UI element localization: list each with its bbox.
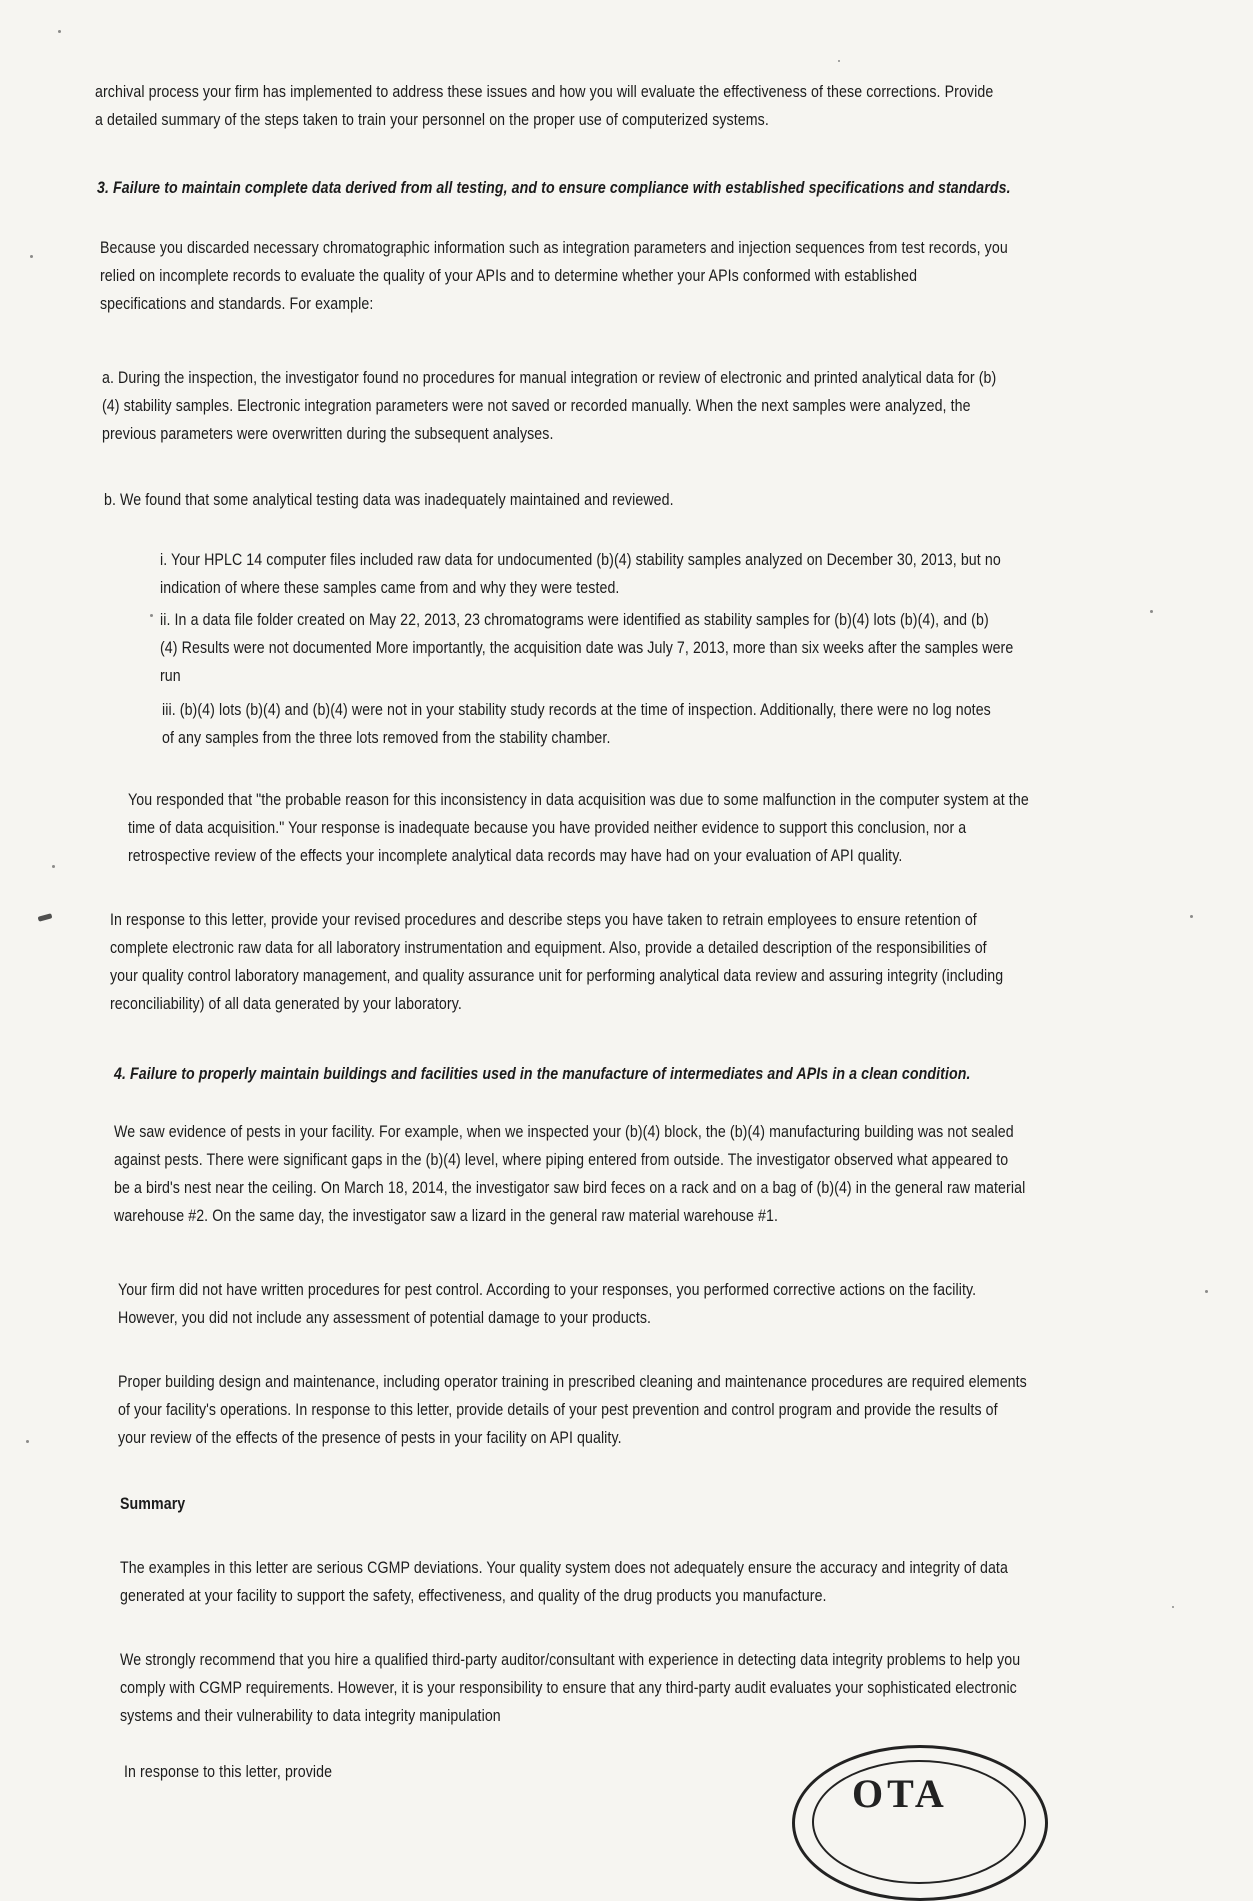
list-item-b: b. We found that some analytical testing data was inadequately maintained and reviewed. bbox=[104, 491, 674, 509]
scan-speck bbox=[30, 255, 33, 258]
paragraph-in-response: In response to this letter, provide bbox=[124, 1763, 333, 1781]
list-item-a: a. During the inspection, the investigator found no procedures for manual integration or review of electronic and printed analytical data for (b) (4) stability samples. Electronic integration parameters were not saved or recorded manually. When the next samples were analyzed, the previous parameters were overwritten during the subsequent analyses. bbox=[102, 369, 997, 443]
scan-speck bbox=[26, 1440, 29, 1443]
paragraph-pest-control: Your firm did not have written procedures for pest control. According to your responses, you performed corrective actions on the facility. However, you did not include any assessment of potential damage to your products. bbox=[118, 1281, 977, 1327]
paragraph-response: You responded that "the probable reason for this inconsistency in data acquisition was due to some malfunction in the computer system at the time of data acquisition." Your response is inadequate because you have provided neither evidence to support this conclusion, nor a retrospective review of the effects your incomplete analytical data records may have had on your evaluation of API quality. bbox=[128, 791, 1029, 865]
paragraph-pests: We saw evidence of pests in your facility. For example, when we inspected your (b)(4) block, the (b)(4) manufacturing building was not sealed against pests. There were significant gaps in the (b)(4) level, where piping entered from outside. The investigator observed what appeared to be a bird's nest near the ceiling. On March 18, 2014, the investigator saw bird feces on a rack and on a bag of (b)(4) in the general raw material warehouse #2. On the same day, the investigator saw a lizard in the general raw material warehouse #1. bbox=[114, 1123, 1026, 1225]
stamp-text: OTA bbox=[852, 1771, 948, 1816]
scan-speck bbox=[150, 614, 153, 617]
heading-item-4: 4. Failure to properly maintain buildings and facilities used in the manufacture of intermediates and APIs in a clean condition. bbox=[114, 1065, 971, 1083]
scan-mark bbox=[38, 913, 53, 921]
sub-item-iii: iii. (b)(4) lots (b)(4) and (b)(4) were not in your stability study records at the time of inspection. Additionally, there were no log notes of any samples from the three lots removed from the stability chamber. bbox=[162, 701, 991, 747]
paragraph-chromatographic: Because you discarded necessary chromatographic information such as integration parameters and injection sequences from test records, you relied on incomplete records to evaluate the quality of your APIs and to determine whether your APIs conformed with established specifications and standards. For example: bbox=[100, 239, 1008, 313]
sub-item-i: i. Your HPLC 14 computer files included raw data for undocumented (b)(4) stability samples analyzed on December 30, 2013, but no indication of where these samples came from and why they were tested. bbox=[160, 551, 1001, 597]
scan-speck bbox=[1205, 1290, 1208, 1293]
paragraph-revised-procedures: In response to this letter, provide your revised procedures and describe steps you have taken to retrain employees to ensure retention of complete electronic raw data for all laboratory instrumentation and equipment. Also, provide a detailed description of the responsibilities of your quality control laboratory management, and quality assurance unit for performing analytical data review and assuring integrity (including reconciliability) of all data generated by your laboratory. bbox=[110, 911, 1004, 1013]
sub-item-ii: ii. In a data file folder created on May 22, 2013, 23 chromatograms were identified as stability samples for (b)(4) lots (b)(4), and (b) (4) Results were not documented More importantly, the acquisition date was July 7, 2013, more than six weeks after the samples were run bbox=[160, 611, 1014, 685]
scan-speck bbox=[1190, 915, 1193, 918]
summary-heading: Summary bbox=[120, 1495, 186, 1513]
paragraph-building-design: Proper building design and maintenance, including operator training in prescribed cleaning and maintenance procedures are required elements of your facility's operations. In response to this letter, provide details of your pest prevention and control program and provide the results of your review of the effects of the presence of pests in your facility on API quality. bbox=[118, 1373, 1027, 1447]
heading-item-3: 3. Failure to maintain complete data derived from all testing, and to ensure compliance with established specifications and standards. bbox=[97, 179, 1011, 197]
scan-speck bbox=[838, 60, 840, 62]
scan-speck bbox=[58, 30, 61, 33]
paragraph-archival: archival process your firm has implemented to address these issues and how you will evaluate the effectiveness of these corrections. Provide a detailed summary of the steps taken to train your personnel on the proper use of computerized systems. bbox=[95, 83, 994, 129]
paragraph-recommendation: We strongly recommend that you hire a qualified third-party auditor/consultant with experience in detecting data integrity problems to help you comply with CGMP requirements. However, it is your responsibility to ensure that any third-party audit evaluates your sophisticated electronic systems and their vulnerability to data integrity manipulation bbox=[120, 1651, 1021, 1725]
scan-speck bbox=[52, 865, 55, 868]
paragraph-summary: The examples in this letter are serious CGMP deviations. Your quality system does not adequately ensure the accuracy and integrity of data generated at your facility to support the safety, effectiveness, and quality of the drug products you manufacture. bbox=[120, 1559, 1008, 1605]
scan-speck bbox=[1150, 610, 1153, 613]
scan-speck bbox=[1172, 1606, 1174, 1608]
